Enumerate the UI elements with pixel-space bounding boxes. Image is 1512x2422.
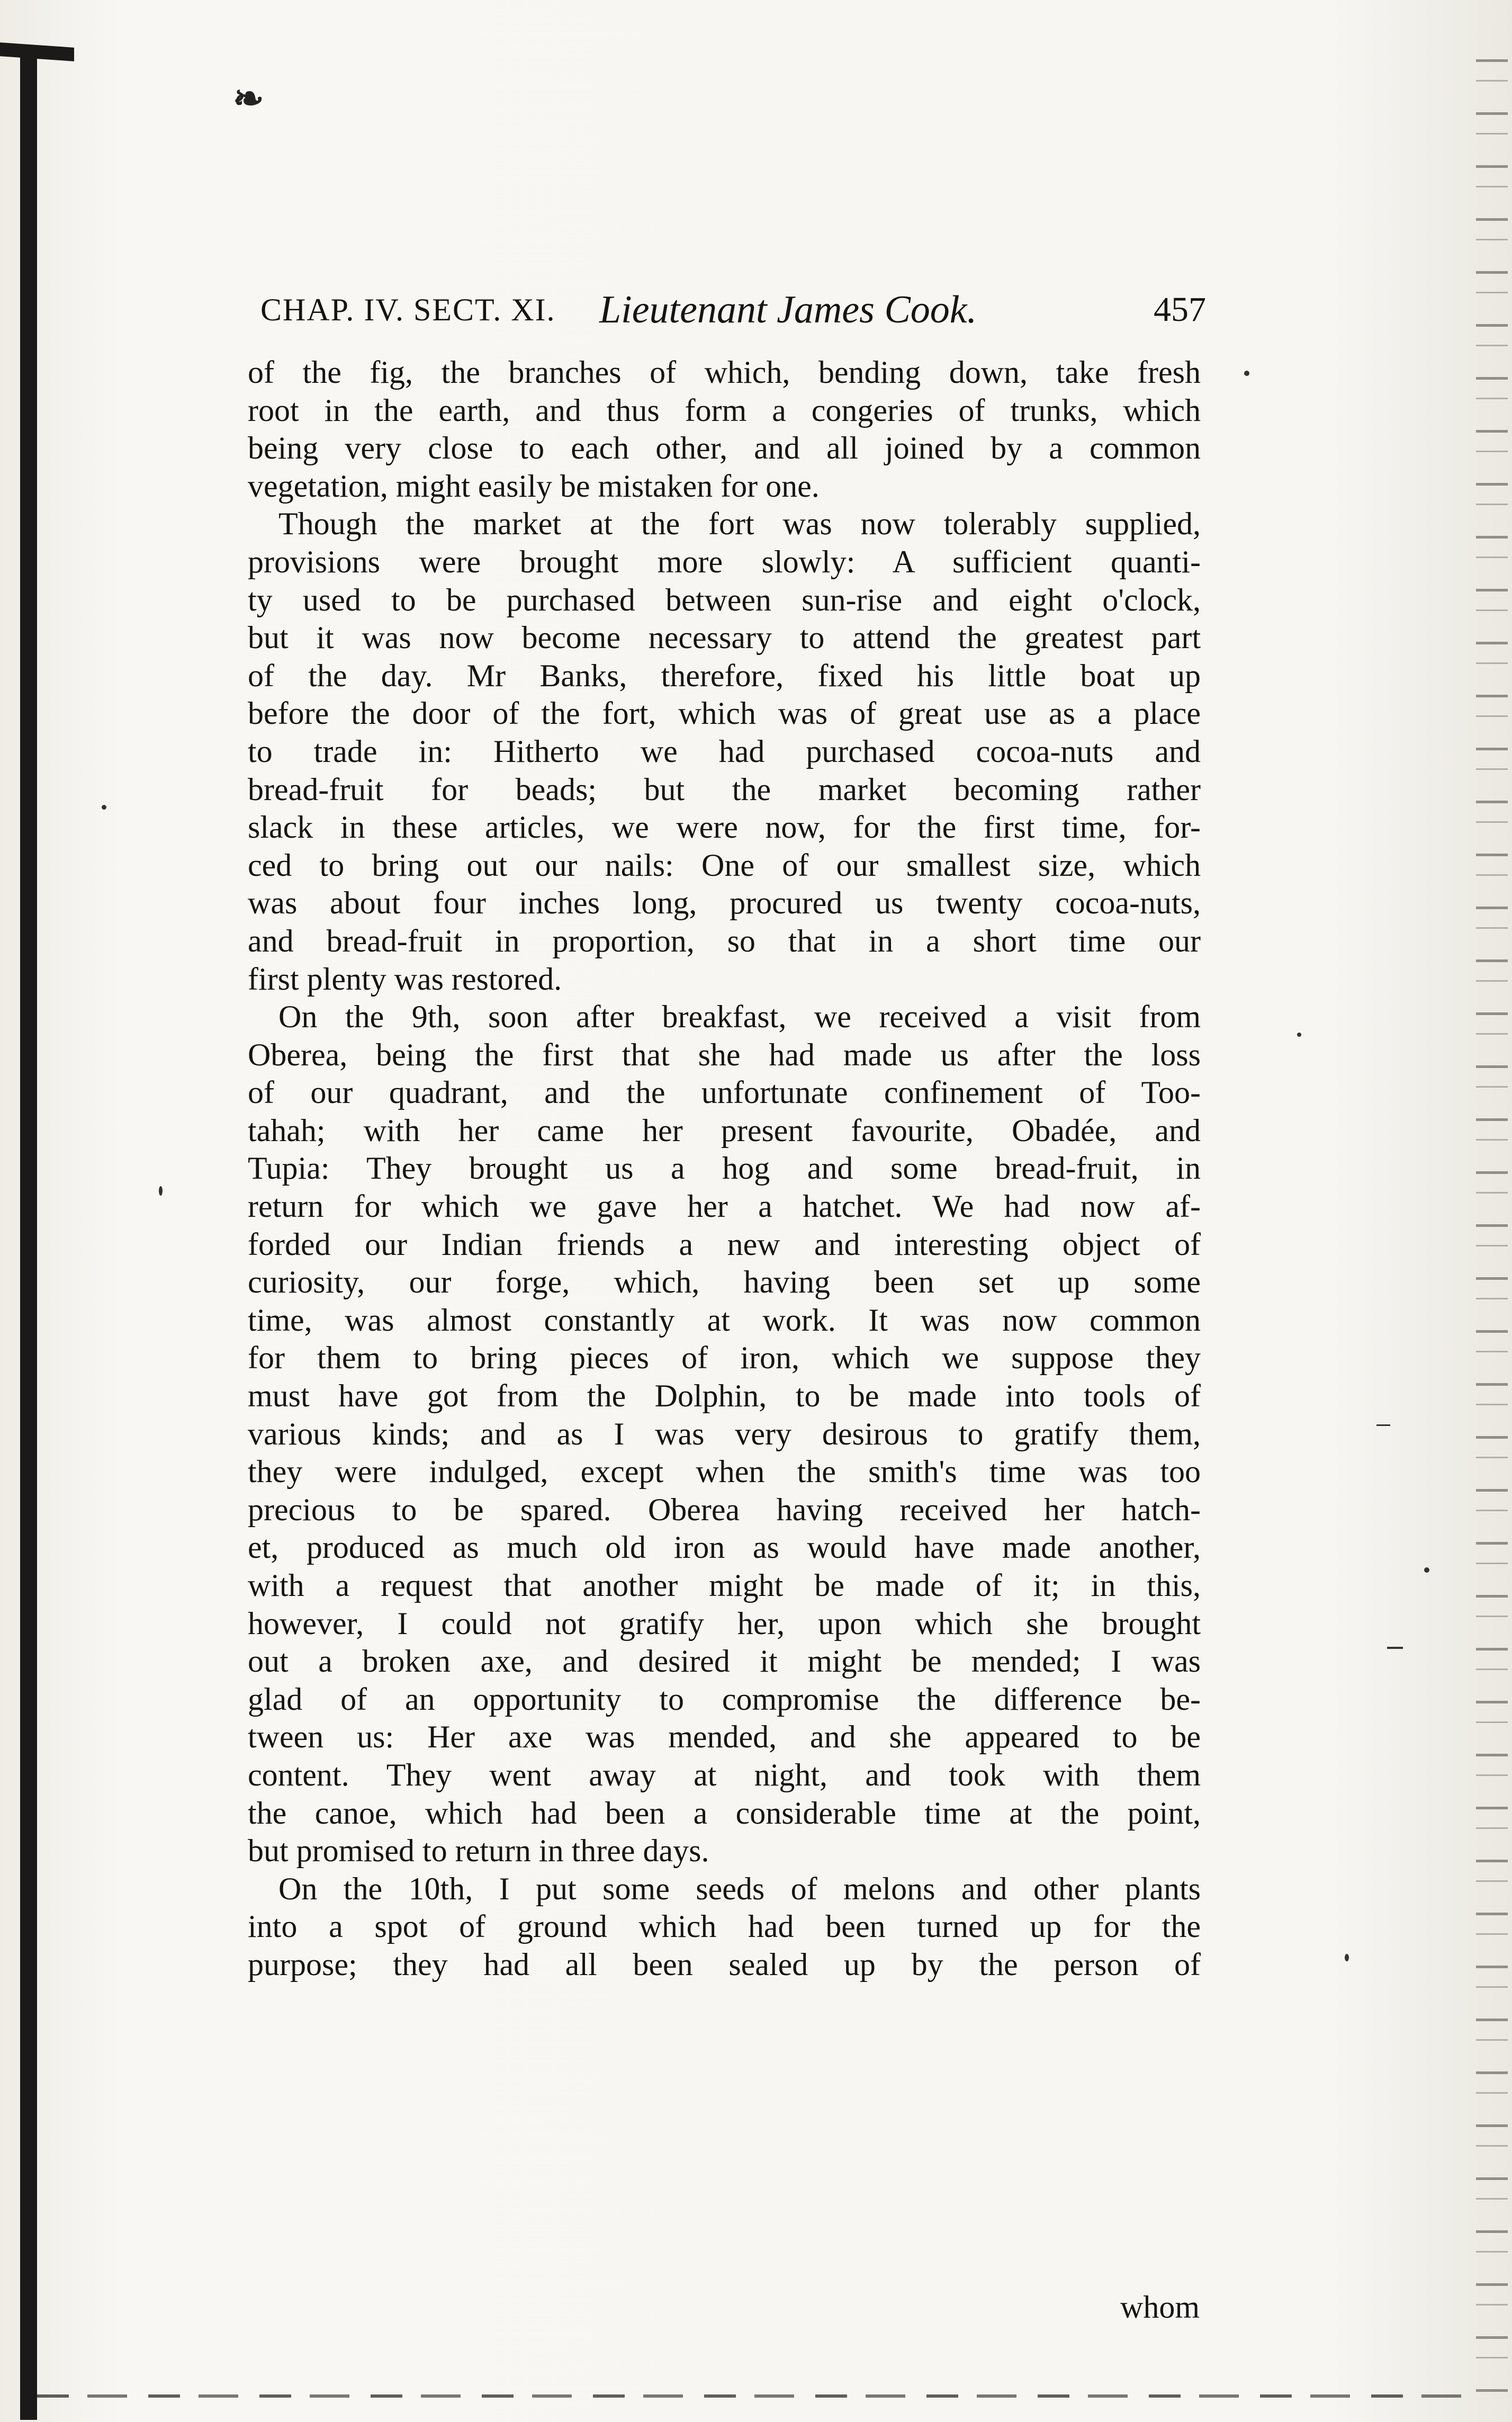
text-line: into a spot of ground which had been turned up for the — [248, 1909, 1201, 1944]
text-line: precious to be spared. Oberea having received her hatch- — [248, 1492, 1201, 1527]
text-line: first plenty was restored. — [248, 961, 562, 997]
page-number: 457 — [1154, 290, 1206, 329]
book-spine-edge — [20, 53, 37, 2420]
page-bottom-edge — [37, 2394, 1477, 2398]
chapter-heading: CHAP. IV. SECT. XI. — [260, 292, 556, 327]
text-line: tahah; with her came her present favourite, Obadée, and — [248, 1113, 1201, 1148]
text-line: On the 10th, I put some seeds of melons and other plants — [278, 1871, 1201, 1906]
text-line: being very close to each other, and all joined by a common — [248, 430, 1201, 466]
catchword: whom — [1120, 2290, 1200, 2325]
text-line: the canoe, which had been a considerable time at the point, — [248, 1795, 1201, 1831]
text-line: of the fig, the branches of which, bending down, take fresh — [248, 355, 1201, 390]
text-line: but promised to return in three days. — [248, 1833, 709, 1869]
text-line: time, was almost constantly at work. It was now common — [248, 1302, 1201, 1338]
text-line: return for which we gave her a hatchet. We had now af- — [248, 1189, 1201, 1224]
running-title: Lieutenant James Cook. — [599, 288, 977, 331]
text-line: was about four inches long, procured us twenty cocoa-nuts, — [248, 885, 1201, 921]
text-line: before the door of the fort, which was of great use as a place — [248, 696, 1201, 731]
text-line: for them to bring pieces of iron, which we suppose they — [248, 1340, 1201, 1376]
text-line: tween us: Her axe was mended, and she appeared to be — [248, 1719, 1201, 1755]
text-line: must have got from the Dolphin, to be made into tools of — [248, 1378, 1201, 1414]
text-line: purpose; they had all been sealed up by the person of — [248, 1946, 1201, 1982]
text-line: out a broken axe, and desired it might be mended; I was — [248, 1644, 1201, 1679]
text-line: On the 9th, soon after breakfast, we received a visit from — [278, 999, 1201, 1035]
text-line: of our quadrant, and the unfortunate confinement of Too- — [248, 1075, 1201, 1110]
text-line: with a request that another might be made of it; in this, — [248, 1568, 1201, 1603]
text-line: various kinds; and as I was very desirous to gratify them, — [248, 1416, 1201, 1451]
running-head — [260, 281, 1219, 339]
text-line: ty used to be purchased between sun-rise and eight o'clock, — [248, 582, 1201, 617]
text-line: curiosity, our forge, which, having been set up some — [248, 1264, 1201, 1300]
text-line: content. They went away at night, and took with them — [248, 1757, 1201, 1792]
text-line: but it was now become necessary to attend the greatest part — [248, 620, 1201, 656]
text-line: however, I could not gratify her, upon which she brought — [248, 1605, 1201, 1641]
text-line: root in the earth, and thus form a congeries of trunks, which — [248, 392, 1201, 428]
page-top-edge — [0, 42, 74, 61]
text-line: and bread-fruit in proportion, so that in a short time our — [248, 923, 1201, 958]
printer-mark: ❧ — [233, 79, 264, 120]
text-line: Though the market at the fort was now tolerably supplied, — [278, 506, 1201, 542]
text-line: bread-fruit for beads; but the market becoming rather — [248, 772, 1201, 807]
text-line: et, produced as much old iron as would have made another, — [248, 1530, 1201, 1565]
page-right-edge — [1476, 48, 1508, 2399]
text-line: forded our Indian friends a new and interesting object of — [248, 1226, 1201, 1262]
text-line: ced to bring out our nails: One of our smallest size, which — [248, 847, 1201, 883]
text-line: provisions were brought more slowly: A sufficient quanti- — [248, 544, 1201, 579]
text-line: to trade in: Hitherto we had purchased cocoa-nuts and — [248, 733, 1201, 769]
text-line: Tupia: They brought us a hog and some bread-fruit, in — [248, 1151, 1201, 1186]
body-text — [248, 354, 1201, 1984]
text-line: glad of an opportunity to compromise the difference be- — [248, 1681, 1201, 1717]
text-line: of the day. Mr Banks, therefore, fixed his little boat up — [248, 658, 1201, 693]
text-line: they were indulged, except when the smith's time was too — [248, 1454, 1201, 1490]
text-line: vegetation, might easily be mistaken for one. — [248, 468, 820, 504]
text-line: Oberea, being the first that she had made us after the loss — [248, 1037, 1201, 1072]
text-line: slack in these articles, we were now, for the first time, for- — [248, 810, 1201, 845]
